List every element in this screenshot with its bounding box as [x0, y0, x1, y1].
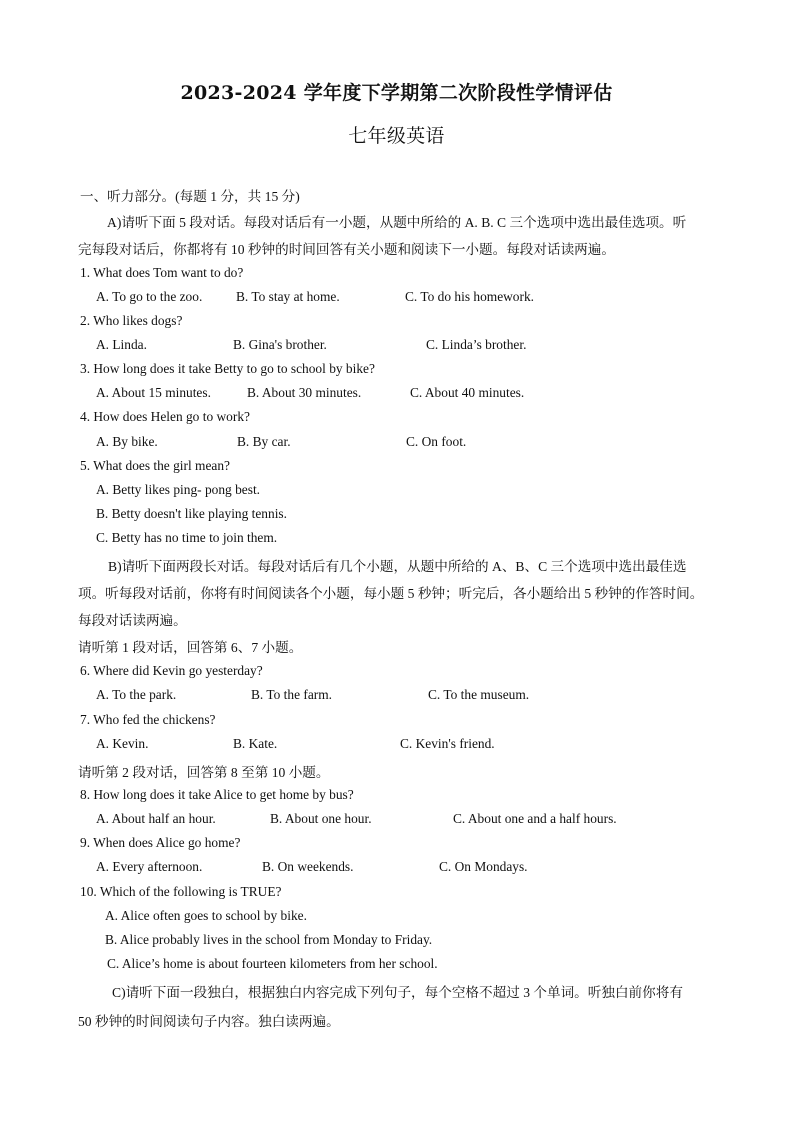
question-3: 3. How long does it take Betty to go to school by bike? — [80, 361, 375, 376]
option-10a: A. Alice often goes to school by bike. — [105, 908, 307, 923]
option-7c: C. Kevin's friend. — [400, 736, 495, 751]
option-3b: B. About 30 minutes. — [247, 385, 362, 400]
dialog-1-intro: 请听第 1 段对话，回答第 6、7 小题。 — [78, 640, 303, 655]
option-1a: A. To go to the zoo. — [96, 289, 203, 304]
part-c-instructions: C)请听下面一段独白，根据独白内容完成下列句子，每个空格不超过 3 个单词。听独白前你将有 — [112, 985, 683, 1000]
option-9b: B. On weekends. — [262, 859, 354, 874]
option-9c: C. On Mondays. — [439, 859, 528, 874]
option-4c: C. On foot. — [406, 434, 467, 449]
option-8a: A. About half an hour. — [96, 811, 216, 826]
option-6a: A. To the park. — [96, 687, 177, 702]
option-10b: B. Alice probably lives in the school from Monday to Friday. — [105, 932, 433, 947]
option-1c: C. To do his homework. — [405, 289, 535, 304]
question-5: 5. What does the girl mean? — [80, 458, 230, 473]
option-2c: C. Linda’s brother. — [426, 337, 527, 352]
question-8: 8. How long does it take Alice to get home by bus? — [80, 787, 354, 802]
question-1: 1. What does Tom want to do? — [80, 265, 244, 280]
part-a-instructions-cont: 完每段对话后，你都将有 10 秒钟的时间回答有关小题和阅读下一小题。每段对话读两遍。 — [78, 242, 615, 257]
page-subtitle: 七年级英语 — [348, 125, 445, 147]
option-8b: B. About one hour. — [270, 811, 372, 826]
option-4b: B. By car. — [237, 434, 291, 449]
question-2: 2. Who likes dogs? — [80, 313, 183, 328]
question-10: 10. Which of the following is TRUE? — [80, 884, 282, 899]
option-1b: B. To stay at home. — [236, 289, 340, 304]
part-b-instructions: B)请听下面两段长对话。每段对话后有几个小题，从题中所给的 A、B、C 三个选项中选出最佳选 — [108, 559, 687, 574]
option-6c: C. To the museum. — [428, 687, 530, 702]
part-b-instructions-cont: 项。听每段对话前，你将有时间阅读各个小题，每小题 5 秒钟；听完后，各小题给出 5 秒钟的作答时间。 — [78, 586, 704, 601]
dialog-2-intro: 请听第 2 段对话，回答第 8 至第 10 小题。 — [78, 765, 330, 780]
option-5b: B. Betty doesn't like playing tennis. — [96, 506, 287, 521]
section-heading: 一、听力部分。(每题 1 分，共 15 分) — [80, 189, 300, 204]
option-9a: A. Every afternoon. — [96, 859, 203, 874]
page-title: 2023-2024 学年度下学期第二次阶段性学情评估 — [180, 82, 613, 104]
option-5a: A. Betty likes ping- pong best. — [96, 482, 261, 497]
question-6: 6. Where did Kevin go yesterday? — [80, 663, 263, 678]
part-c-instructions-cont: 50 秒钟的时间阅读句子内容。独白读两遍。 — [78, 1014, 340, 1029]
option-3c: C. About 40 minutes. — [410, 385, 525, 400]
part-b-instructions-end: 每段对话读两遍。 — [78, 613, 187, 628]
option-7a: A. Kevin. — [96, 736, 149, 751]
option-6b: B. To the farm. — [251, 687, 333, 702]
option-3a: A. About 15 minutes. — [96, 385, 211, 400]
option-4a: A. By bike. — [96, 434, 158, 449]
option-8c: C. About one and a half hours. — [453, 811, 617, 826]
part-a-instructions: A)请听下面 5 段对话。每段对话后有一小题，从题中所给的 A. B. C 三个选项中选出最佳选项。听 — [107, 215, 687, 230]
option-7b: B. Kate. — [233, 736, 278, 751]
option-5c: C. Betty has no time to join them. — [96, 530, 278, 545]
option-2b: B. Gina's brother. — [233, 337, 327, 352]
question-7: 7. Who fed the chickens? — [80, 712, 216, 727]
question-9: 9. When does Alice go home? — [80, 835, 241, 850]
option-10c: C. Alice’s home is about fourteen kilometers from her school. — [107, 956, 438, 971]
question-4: 4. How does Helen go to work? — [80, 409, 250, 424]
option-2a: A. Linda. — [96, 337, 147, 352]
